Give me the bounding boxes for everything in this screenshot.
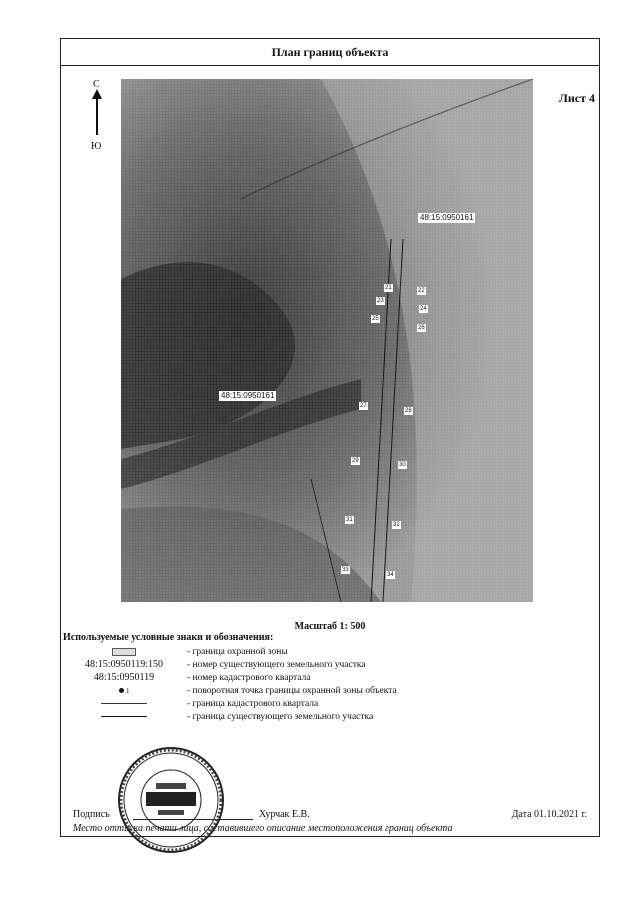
legend-symbol: 48:15:0950119:150 [85,659,163,670]
point-label: 27 [360,403,367,409]
point-label: 21 [385,285,392,291]
document-frame [60,38,600,837]
legend-row [63,710,483,723]
signature-label: Подпись [73,809,110,820]
aerial-map [121,79,533,602]
legend [63,645,483,723]
point-label: 31 [346,517,353,523]
legend-row [63,684,483,697]
point-label: 34 [387,572,394,578]
legend-row [63,697,483,710]
north-label: С [93,79,100,90]
aerial-image [121,79,533,602]
point-label: 29 [352,458,359,464]
north-arrow [89,79,105,169]
legend-text: - номер кадастрового квартала [187,672,311,683]
company-seal [116,745,226,855]
point-label: 33 [342,567,349,573]
legend-title: Используемые условные знаки и обозначения: [63,632,274,643]
parcel-label: 48:15:0950161 [420,213,474,222]
document-date: Дата 01.10.2021 г. [511,809,587,820]
point-label: 25 [372,316,379,322]
legend-symbol: 48:15:0950119 [93,672,155,683]
legend-text: - граница охранной зоны [187,646,288,657]
legend-symbol: 1 [126,686,130,695]
point-label: 24 [420,306,427,312]
legend-text: - граница существующего земельного участка [187,711,374,722]
legend-row [63,658,483,671]
parcel-label: 48:15:0950161 [221,391,275,400]
legend-text: - поворотная точка границы охранной зоны объекта [187,685,397,696]
point-label: 26 [418,325,425,331]
protected-zone-symbol [112,648,136,656]
south-label: Ю [91,141,102,152]
document-title: План границ объекта [61,39,599,66]
legend-text: - граница кадастрового квартала [187,698,319,709]
legend-row [63,645,483,658]
signer-name: Хурчак Е.В. [259,809,310,820]
parcel-boundary-symbol [101,716,147,717]
turning-point-icon [119,688,124,693]
point-label: 30 [399,462,406,468]
quarter-boundary-symbol [101,703,147,704]
point-label: 28 [405,408,412,414]
legend-row [63,671,483,684]
legend-text: - номер существующего земельного участка [187,659,366,670]
point-label: 23 [377,298,384,304]
sheet-number: Лист 4 [558,91,595,105]
point-label: 32 [393,522,400,528]
map-scale: Масштаб 1: 500 [294,621,366,632]
stamp-place-caption: Место оттиска печати лица, составившего описание местоположения границ объекта [73,823,453,834]
north-arrow-shaft [96,93,98,135]
point-label: 22 [418,288,425,294]
